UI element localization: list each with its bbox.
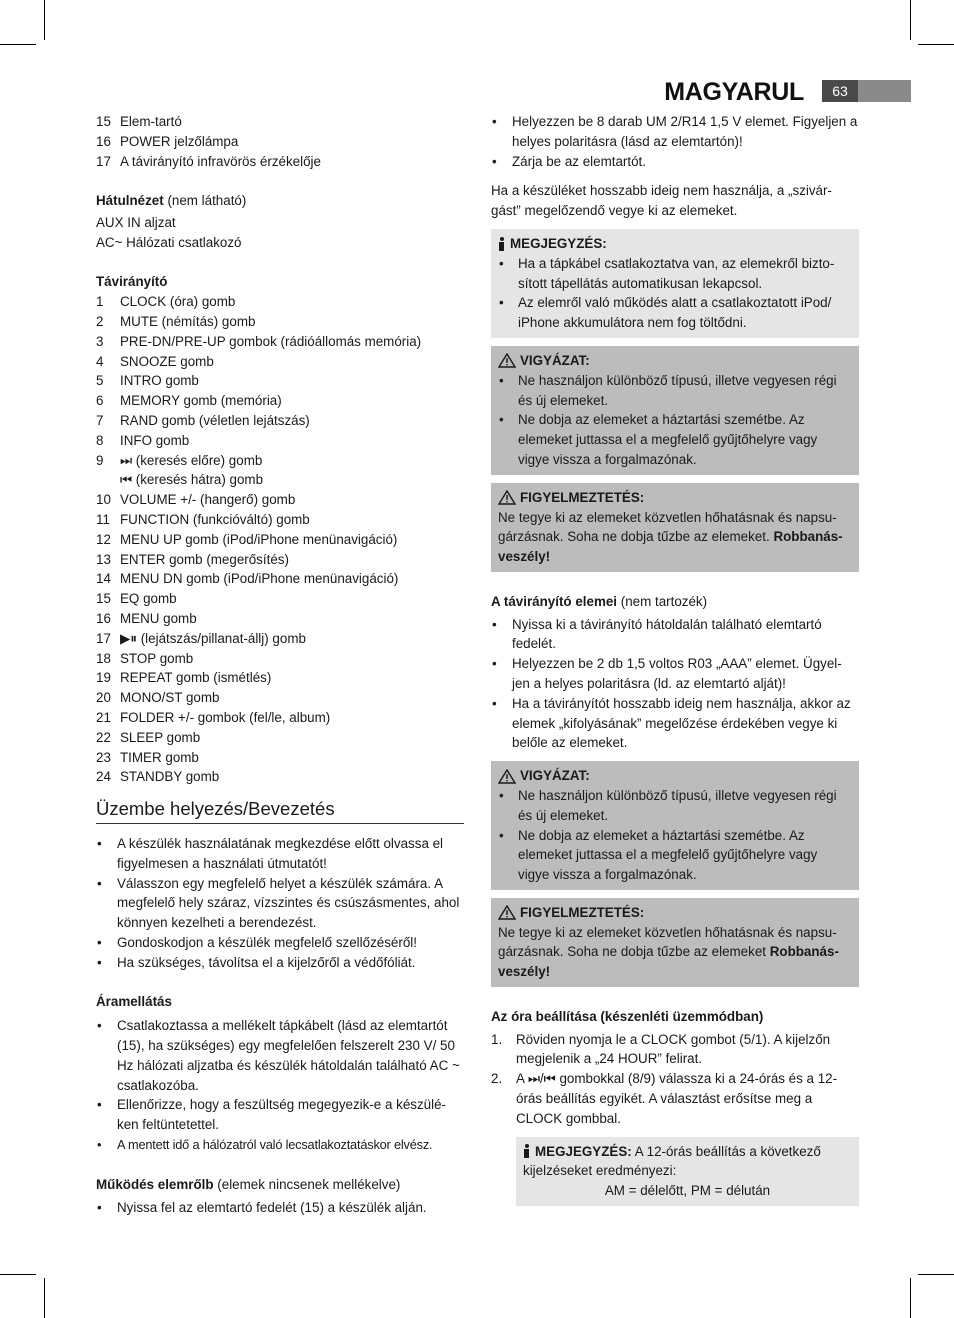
list-item: • Zárja be az elemtartót.	[491, 152, 859, 172]
intro-bullets	[96, 834, 464, 973]
remote-heading: Távirányító	[96, 274, 168, 290]
info-icon	[498, 237, 506, 251]
list-item: 16 POWER jelzőlámpa	[96, 133, 239, 149]
list-item: • Válasszon egy megfelelő helyet a készülék számára. A megfelelő hely száraz, vízszintes és csúszásmentes, ahol könnyen kezelheti a berendezést.	[96, 874, 464, 933]
note-box: MEGJEGYZÉS: A 12-órás beállítás a következő kijelzéseket eredményezi: AM = délelőtt, PM = délután	[516, 1137, 859, 1206]
rear-view-heading: Hátulnézet (nem látható)	[96, 193, 247, 209]
warning-triangle-icon	[498, 490, 516, 505]
list-item: • Ne használjon különböző típusú, illetve vegyesen régi és új elemeket.	[498, 786, 852, 826]
crop-mark	[918, 1274, 954, 1275]
list-item: 18 STOP gomb	[96, 650, 194, 666]
crop-mark	[918, 44, 954, 45]
list-item: • Ha a távirányítót hosszabb ideig nem használja, akkor az elemek „kifolyásának” megelőzése érdekében vegye ki belőle az elemeket.	[491, 694, 859, 753]
list-item: 4 SNOOZE gomb	[96, 353, 214, 369]
power-heading: Áramellátás	[96, 994, 172, 1010]
am-pm-line: AM = délelőtt, PM = délután	[604, 1183, 771, 1199]
clock-steps	[491, 1030, 859, 1129]
list-item: 6 MEMORY gomb (memória)	[96, 393, 282, 409]
battery-operation-heading: Működés elemrőlb (elemek nincsenek mellékelve)	[96, 1176, 401, 1192]
crop-mark	[0, 1274, 36, 1275]
list-item: • A mentett idő a hálózatról való lecsatlakoztatáskor elvész.	[96, 1135, 464, 1155]
battery-bullets	[96, 1198, 464, 1218]
list-item: • Ha a tápkábel csatlakoztatva van, az elemekről bizto-sított tápellátás automatikusan lekapcsol.	[498, 254, 852, 294]
remote-battery-bullets	[491, 615, 859, 754]
list-item: • Csatlakoztassa a mellékelt tápkábelt (lásd az elemtartót (15), ha szükséges) egy megfelelően felszerelt 230 V/ 50 Hz hálózati aljzatba és készülék hátoldalán található AC ~ csatlakozóba.	[96, 1016, 464, 1095]
list-item: ⏮ (keresés hátra) gomb	[120, 472, 264, 488]
list-item: 17 A távirányító infravörös érzékelője	[96, 153, 321, 169]
warning-box: FIGYELMEZTETÉS: Ne tegye ki az elemeket közvetlen hőhatásnak és napsu-gárzásnak. Soha ne dobja tűzbe az elemeket. Robbanás-veszély!	[491, 483, 859, 572]
list-item: 1 CLOCK (óra) gomb	[96, 294, 236, 310]
right-column	[491, 112, 859, 1206]
list-item: 13 ENTER gomb (megerősítés)	[96, 551, 289, 567]
rear-item: AC~ Hálózati csatlakozó	[96, 234, 242, 250]
list-item: 24 STANDBY gomb	[96, 769, 220, 785]
section-heading-setup: Üzembe helyezés/Bevezetés	[96, 797, 464, 824]
list-item: 20 MONO/ST gomb	[96, 690, 220, 706]
list-item: • Helyezzen be 8 darab UM 2/R14 1,5 V elemet. Figyeljen a helyes polaritásra (lásd az elemtartón)!	[491, 112, 859, 152]
warning-box: FIGYELMEZTETÉS: Ne tegye ki az elemeket közvetlen hőhatásnak és napsu-gárzásnak. Soha ne dobja tűzbe az elemeket Robbanás-veszély!	[491, 898, 859, 987]
info-icon	[523, 1144, 531, 1158]
caution-box: VIGYÁZAT: • Ne használjon különböző típusú, illetve vegyesen régi és új elemeket. • Ne dobja az elemeket a háztartási szemétbe. Az elemeket juttassa el a megfelelő gyűjtőhelyre vagy vigye vissza a forgalmazónak.	[491, 761, 859, 890]
warning-triangle-icon	[498, 769, 516, 784]
crop-mark	[910, 0, 911, 40]
list-item: • Nyissa ki a távirányító hátoldalán található elemtartó fedelét.	[491, 615, 859, 655]
remote-control-list	[96, 292, 464, 787]
list-item: 2. A ⏭/⏮ gombokkal (8/9) válassza ki a 24-órás és a 12-órás beállítás egyikét. A választást erősítse meg a CLOCK gombbal.	[491, 1071, 838, 1126]
list-item: 8 INFO gomb	[96, 432, 190, 448]
crop-mark	[44, 0, 45, 40]
list-item: 3 PRE-DN/PRE-UP gombok (rádióállomás memória)	[96, 333, 422, 349]
warning-triangle-icon	[498, 353, 516, 368]
list-item: 15 EQ gomb	[96, 591, 177, 607]
crop-mark	[44, 1278, 45, 1318]
list-item: 14 MENU DN gomb (iPod/iPhone menünavigáció)	[96, 571, 399, 587]
list-item: 7 RAND gomb (véletlen lejátszás)	[96, 412, 310, 428]
list-item: 21 FOLDER +/- gombok (fel/le, album)	[96, 709, 331, 725]
page-number: 63	[822, 80, 858, 102]
list-item: • Az elemről való működés alatt a csatlakoztatott iPod/ iPhone akkumulátora nem fog töltődni.	[498, 293, 852, 333]
list-item: • Ne dobja az elemeket a háztartási szemétbe. Az elemeket juttassa el a megfelelő gyűjtőhelyre vagy vigye vissza a forgalmazónak.	[498, 826, 852, 885]
list-item: 5 INTRO gomb	[96, 373, 199, 389]
warning-triangle-icon	[498, 905, 516, 920]
list-item: 19 REPEAT gomb (ismétlés)	[96, 670, 272, 686]
page-header-bar	[858, 80, 911, 102]
parts-list-tail	[96, 112, 464, 171]
list-item: • Ne dobja az elemeket a háztartási szemétbe. Az elemeket juttassa el a megfelelő gyűjtőhelyre vagy vigye vissza a forgalmazónak.	[498, 410, 852, 469]
list-item: 17 ▶⏸ (lejátszás/pillanat-állj) gomb	[96, 630, 306, 646]
list-item: 16 MENU gomb	[96, 610, 197, 626]
clock-setting-heading: Az óra beállítása (készenléti üzemmódban)	[491, 1008, 764, 1024]
list-item: 22 SLEEP gomb	[96, 729, 201, 745]
caution-box: VIGYÁZAT: • Ne használjon különböző típusú, illetve vegyesen régi és új elemeket. • Ne dobja az elemeket a háztartási szemétbe. Az elemeket juttassa el a megfelelő gyűjtőhelyre vagy vigye vissza a forgalmazónak.	[491, 346, 859, 475]
list-item: 10 VOLUME +/- (hangerő) gomb	[96, 492, 296, 508]
crop-mark	[910, 1278, 911, 1318]
list-item: • A készülék használatának megkezdése előtt olvassa el figyelmesen a használati útmutatót!	[96, 834, 464, 874]
battery-insert-bullets	[491, 112, 859, 171]
list-item: 23 TIMER gomb	[96, 749, 199, 765]
list-item: • Ne használjon különböző típusú, illetve vegyesen régi és új elemeket.	[498, 371, 852, 411]
crop-mark	[0, 44, 36, 45]
list-item: • Gondoskodjon a készülék megfelelő szellőzéséről!	[96, 933, 464, 953]
note-box: MEGJEGYZÉS: • Ha a tápkábel csatlakoztatva van, az elemekről bizto-sított tápellátás automatikusan lekapcsol. • Az elemről való működés alatt a csatlakoztatott iPod/ iPhone akkumulátora nem fog töltődni.	[491, 229, 859, 338]
list-item: • Ha szükséges, távolítsa el a kijelzőről a védőfóliát.	[96, 953, 464, 973]
list-item: 2 MUTE (némítás) gomb	[96, 313, 256, 329]
list-item: • Helyezzen be 2 db 1,5 voltos R03 „AAA” elemet. Ügyel-jen a helyes polaritásra (ld. az elemtartó alját)!	[491, 654, 859, 694]
list-item: 1. Röviden nyomja le a CLOCK gombot (5/1). A kijelzőn megjelenik a „24 HOUR” felirat.	[491, 1031, 831, 1067]
list-item: 12 MENU UP gomb (iPod/iPhone menünavigáció)	[96, 531, 398, 547]
list-item: • Ellenőrizze, hogy a feszültség megegyezik-e a készülé-ken feltüntetettel.	[96, 1095, 464, 1135]
left-column	[96, 112, 464, 1218]
remote-batteries-heading: A távirányító elemei (nem tartozék)	[491, 593, 708, 609]
list-item: 11 FUNCTION (funkcióváltó) gomb	[96, 511, 310, 527]
leak-warning-text: Ha a készüléket hosszabb ideig nem használja, a „szivár-gást” megelőzendő vegye ki az elemeket.	[491, 183, 832, 219]
list-item: • Nyissa fel az elemtartó fedelét (15) a készülék alján.	[96, 1198, 464, 1218]
rear-item: AUX IN aljzat	[96, 214, 176, 230]
power-bullets	[96, 1016, 464, 1155]
list-item: 15 Elem-tartó	[96, 114, 182, 129]
page-language-title: MAGYARUL	[664, 78, 804, 106]
list-item: 9 ⏭ (keresés előre) gomb	[96, 452, 263, 468]
